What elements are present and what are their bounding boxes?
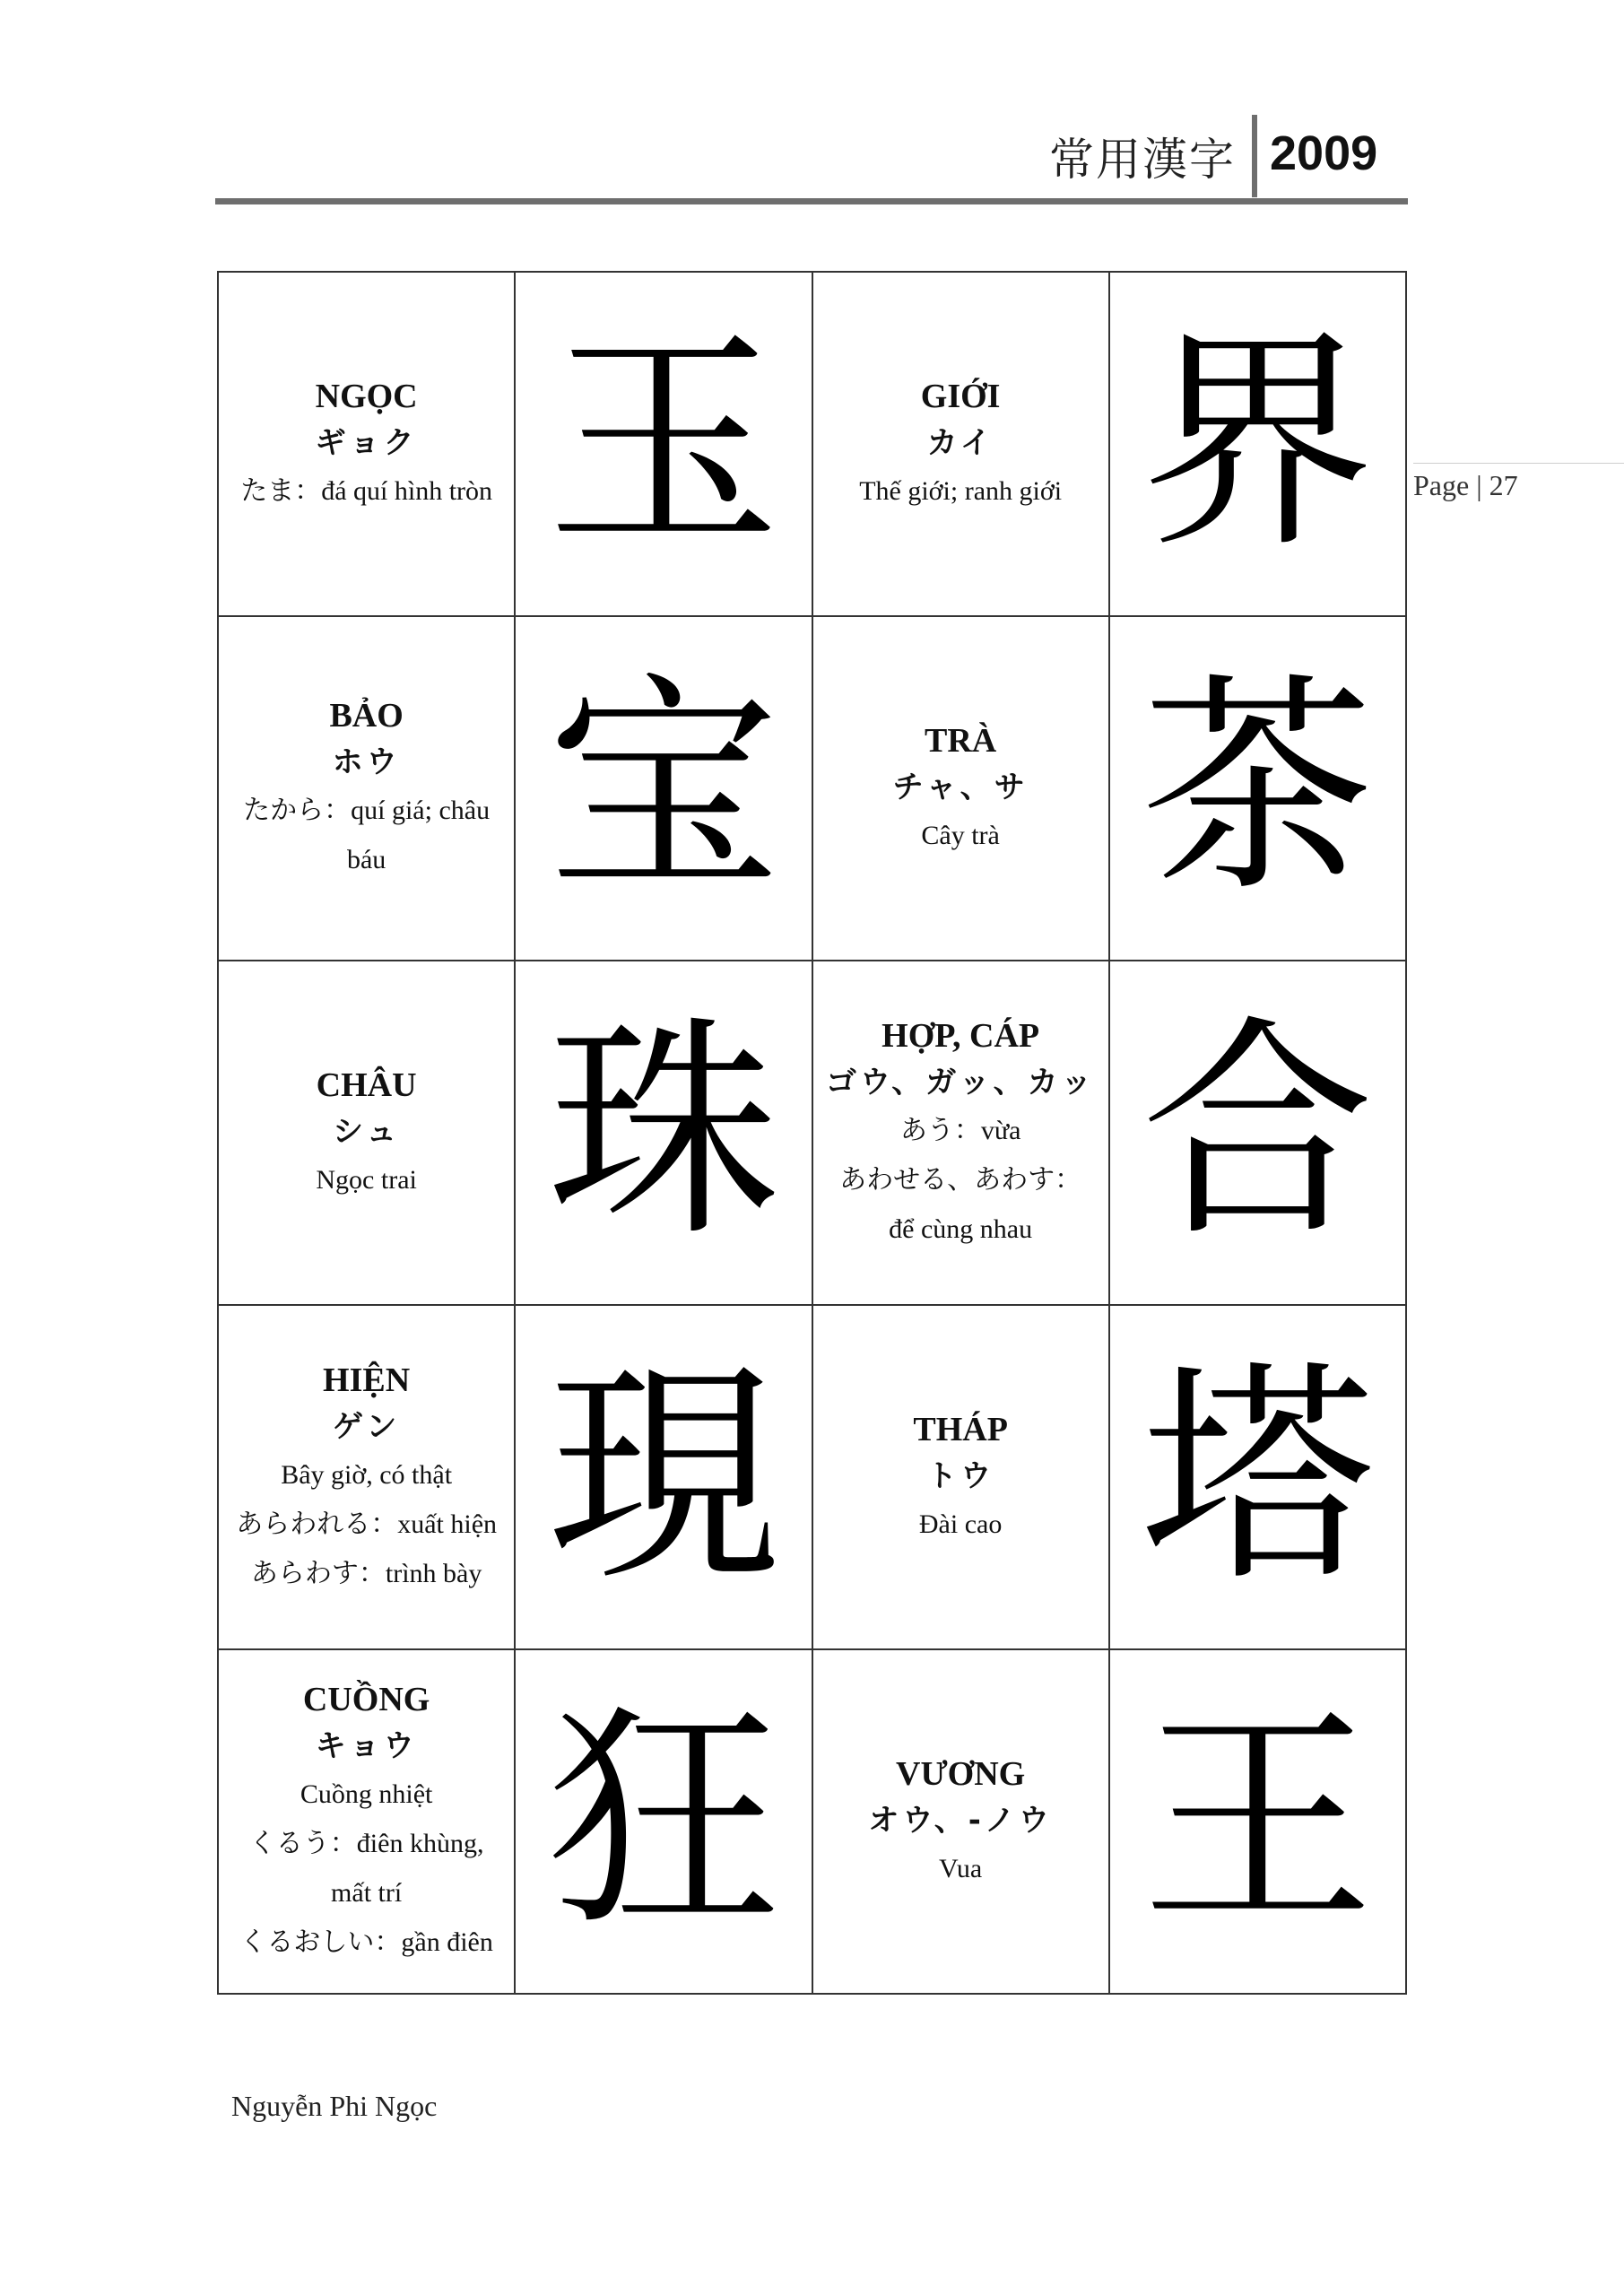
entry-title: VƯƠNG (896, 1754, 1026, 1793)
kanji-glyph: 現 (546, 1342, 780, 1613)
entry-meaning: Bây giờ, có thật (281, 1459, 453, 1490)
entry-title: HỢP, CÁP (881, 1016, 1040, 1055)
table-row (218, 1305, 1406, 1649)
kanji-glyph: 合 (1141, 997, 1375, 1268)
kanji-table (217, 271, 1407, 1995)
entry-cell (812, 1649, 1109, 1994)
table-row (218, 961, 1406, 1305)
header-year: 2009 (1270, 126, 1378, 180)
entry-meaning: Cây trà (921, 820, 1000, 850)
entry-reading: ゴウ、ガッ、カッ (825, 1064, 1096, 1100)
entry-cell (218, 1649, 515, 1994)
entry-meaning: たま：đá quí hình tròn (240, 475, 493, 506)
entry-reading: ホウ (332, 744, 401, 780)
entry-cell (218, 1305, 515, 1649)
entry-meaning: báu (346, 845, 386, 874)
entry-cell (218, 616, 515, 961)
kanji-cell (515, 1649, 812, 1994)
entry-cell (812, 961, 1109, 1305)
kanji-glyph: 狂 (546, 1686, 780, 1957)
kanji-cell (515, 272, 812, 616)
entry-reading: キョウ (315, 1728, 418, 1764)
kanji-cell (1109, 1649, 1406, 1994)
entry-title: BẢO (329, 697, 404, 735)
entry-cell (218, 961, 515, 1305)
header-rule (215, 198, 1408, 204)
entry-meaning: Vua (939, 1853, 983, 1883)
kanji-glyph: 塔 (1141, 1342, 1375, 1613)
page-number: Page | 27 (1413, 463, 1624, 502)
entry-title: THÁP (913, 1410, 1008, 1448)
entry-title: GIỚI (920, 377, 1001, 415)
kanji-cell (1109, 272, 1406, 616)
entry-meaning: たから：quí giá; châu (243, 796, 491, 825)
entry-cell (812, 1305, 1109, 1649)
entry-title: NGỌC (315, 377, 418, 415)
table-row (218, 1649, 1406, 1994)
kanji-glyph: 王 (1141, 1686, 1375, 1957)
kanji-cell (1109, 1305, 1406, 1649)
entry-meaning: Thế giới; ranh giới (859, 475, 1063, 506)
entry-meaning: くるう：điên khùng, (248, 1829, 484, 1858)
kanji-cell (515, 616, 812, 961)
entry-reading: ギョク (315, 424, 418, 461)
kanji-cell (1109, 961, 1406, 1305)
entry-reading: カイ (926, 424, 994, 461)
entry-reading: チャ、サ (892, 769, 1029, 805)
entry-meaning: あう：vừa (899, 1115, 1021, 1145)
entry-meaning: Đài cao (918, 1509, 1003, 1539)
page-header (215, 106, 1408, 204)
entry-meaning: あらわす：trình bày (250, 1558, 482, 1588)
entry-cell (812, 616, 1109, 961)
entry-reading: シュ (332, 1113, 401, 1150)
kanji-glyph: 界 (1141, 309, 1375, 579)
entry-reading: ゲン (332, 1408, 401, 1445)
entry-title: TRÀ (925, 721, 997, 760)
footer-author: Nguyễn Phi Ngọc (231, 2090, 438, 2122)
entry-title: CUỒNG (302, 1681, 430, 1718)
entry-title: CHÂU (316, 1065, 417, 1104)
entry-meaning: Ngọc trai (316, 1164, 417, 1195)
kanji-cell (515, 961, 812, 1305)
entry-cell (812, 272, 1109, 616)
entry-meaning: あらわれる：xuất hiện (236, 1509, 498, 1539)
kanji-glyph: 宝 (546, 653, 780, 924)
table-row (218, 616, 1406, 961)
header-divider (1252, 115, 1257, 197)
entry-meaning: Cuồng nhiệt (300, 1779, 433, 1809)
entry-meaning: あわせる、あわす： (839, 1164, 1082, 1195)
entry-reading: オウ、-ノウ (868, 1802, 1053, 1839)
entry-title: HIỆN (323, 1361, 411, 1399)
entry-reading: トウ (926, 1457, 995, 1494)
entry-meaning: để cùng nhau (889, 1213, 1033, 1244)
table-row (218, 272, 1406, 616)
kanji-glyph: 珠 (546, 997, 780, 1268)
kanji-cell (1109, 616, 1406, 961)
entry-cell (218, 272, 515, 616)
entry-meaning: mất trí (331, 1878, 403, 1908)
kanji-cell (515, 1305, 812, 1649)
kanji-glyph: 茶 (1141, 653, 1375, 924)
kanji-glyph: 玉 (546, 309, 780, 579)
entry-meaning: くるおしい：gần điên (239, 1927, 493, 1957)
header-title: 常用漢字 (1049, 134, 1236, 186)
